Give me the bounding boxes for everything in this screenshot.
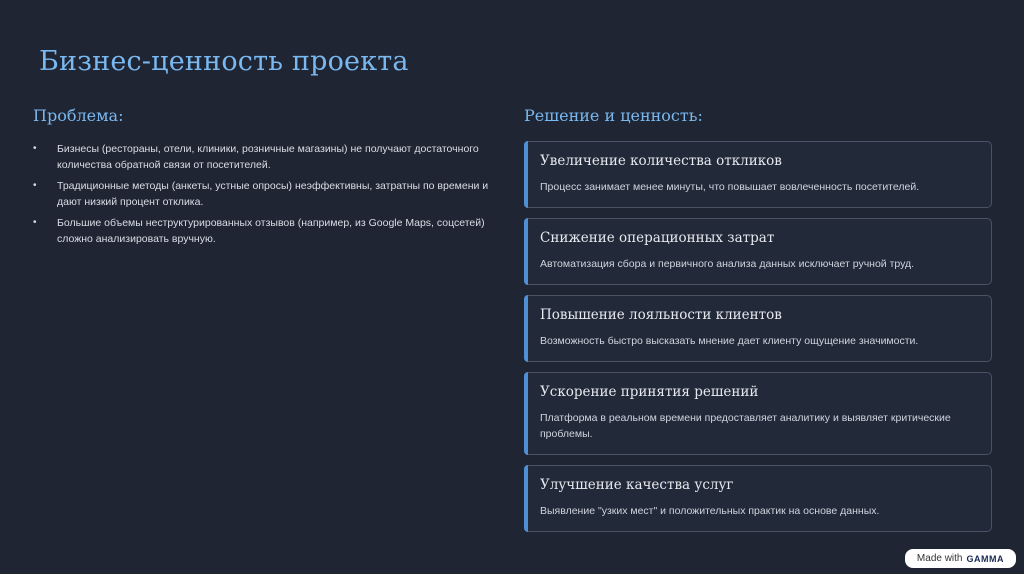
card-title: Снижение операционных затрат: [540, 230, 775, 246]
badge-label: Made with: [916, 553, 963, 564]
solution-section: [524, 106, 992, 542]
solution-heading: Решение и ценность:: [524, 106, 703, 125]
card-title: Повышение лояльности клиентов: [540, 307, 782, 323]
bullet-icon: •: [33, 217, 37, 228]
list-item: [33, 215, 503, 247]
value-card: [524, 465, 992, 532]
card-text: Выявление "узких мест" и положительных практик на основе данных.: [540, 505, 880, 517]
card-text: Возможность быстро высказать мнение дает клиенту ощущение значимости.: [540, 335, 919, 347]
card-title: Увеличение количества откликов: [540, 153, 782, 169]
gamma-logo: GAMMA: [966, 553, 1004, 564]
list-item: [33, 141, 503, 173]
list-item-text: Бизнесы (рестораны, отели, клиники, розничные магазины) не получают достаточного количества обратной связи от посетителей.: [57, 143, 479, 171]
problem-heading: Проблема:: [33, 106, 124, 125]
card-title: Улучшение качества услуг: [540, 477, 734, 493]
card-text: Процесс занимает менее минуты, что повышает вовлеченность посетителей.: [540, 181, 920, 193]
list-item-text: Традиционные методы (анкеты, устные опросы) неэффективны, затратны по времени и дают низкий процент отклика.: [57, 180, 489, 208]
page-title: Бизнес-ценность проекта: [39, 46, 409, 77]
made-with-gamma-badge[interactable]: [905, 549, 1016, 568]
card-text: Платформа в реальном времени предоставляет аналитику и выявляет критические проблемы.: [540, 412, 951, 440]
list-item: [33, 178, 503, 210]
value-card: [524, 141, 992, 208]
value-card: [524, 295, 992, 362]
value-card: [524, 372, 992, 455]
card-text: Автоматизация сбора и первичного анализа данных исключает ручной труд.: [540, 258, 915, 270]
bullet-icon: •: [33, 180, 37, 191]
bullet-icon: •: [33, 143, 37, 154]
value-card: [524, 218, 992, 285]
problem-list: [33, 141, 503, 247]
problem-section: [33, 106, 503, 252]
card-title: Ускорение принятия решений: [540, 384, 759, 400]
list-item-text: Большие объемы неструктурированных отзывов (например, из Google Maps, соцсетей) сложно анализировать вручную.: [57, 217, 485, 245]
